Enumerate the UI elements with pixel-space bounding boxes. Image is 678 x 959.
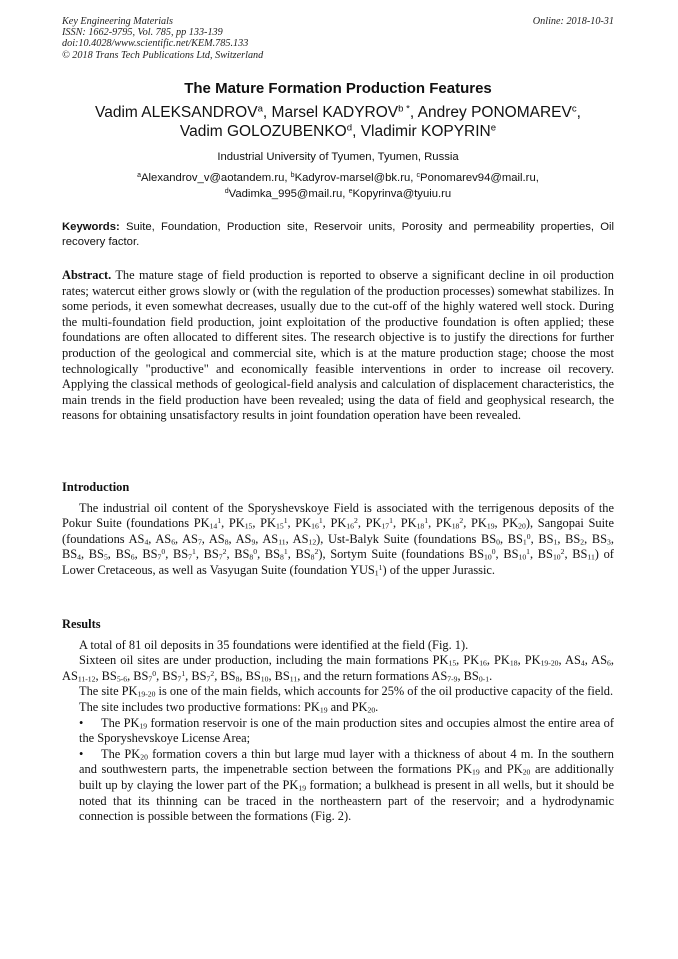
email-link[interactable]: Kadyrov-marsel@bk.ru bbox=[294, 172, 411, 184]
email-mark: d bbox=[224, 188, 229, 196]
affiliation: Industrial University of Tyumen, Tyumen, Russia bbox=[217, 151, 459, 163]
author-mark: e bbox=[490, 122, 497, 134]
keywords-label: Keywords: bbox=[62, 221, 120, 233]
bullet-item: • The $PK_{20}$ formation covers a thin but large mud layer with a thickness of about 4 m. In the southern and southwestern parts, the impenetrable section between the formations $PK_{19}$ and $PK_{20}$ are additionally built up by claying the lower part of the $PK_{19}$ formation; a bulkhead is present in all wells, but it should be noted that its thinning can be traced in the northeastern part of the reservoir; and a hydrodynamic connection is possible between the formations (Fig. 2). bbox=[79, 746, 615, 824]
abstract-text: The mature stage of field production is reported to observe a significant decline in oil production rates; watercut either grows slowly or (with the regulation of the production processes) somewhat stabilizes. In some periods, it even somewhat decreases, usually due to the cut-off of the highly watered well stock. During the multi-foundation field production, joint exploitation of the productive foundation is often applied; these foundations are often allocated to different sites. The research objective is to justify the directions for further production of the geological and commercial site, which is at the mature production stage; choose the most technologically "productive" and economically feasible interventions in order to increase oil recovery. Applying the classical methods of geological-field analysis and calculation of displacement characteristics, the main trends in the field production have been revealed; using the data of field and geophysical research, the reasons for obtaining unsatisfactory results in joint foundation operation have been revealed. bbox=[62, 268, 614, 423]
results-text: The site includes two productive formations: PK bbox=[79, 699, 320, 714]
author-mark: d bbox=[346, 122, 353, 134]
author-name: Vladimir KOPYRIN bbox=[360, 123, 491, 140]
email-mark: c bbox=[416, 172, 421, 180]
journal-doi: doi:10.4028/www.scientific.net/KEM.785.133 bbox=[62, 38, 249, 50]
email-link[interactable]: Alexandrov_v@aotandem.ru bbox=[141, 172, 285, 184]
results-paragraph: A total of 81 oil deposits in 35 foundations were identified at the field (Fig. 1). bbox=[79, 637, 469, 652]
journal-issn: ISSN: 1662-9795, Vol. 785, pp 133-139 bbox=[62, 27, 223, 39]
email-link[interactable]: Vadimka_995@mail.ru bbox=[228, 188, 343, 200]
author-mark: c bbox=[571, 103, 577, 115]
bullet-text: The PK bbox=[101, 746, 141, 761]
abstract-label: Abstract. bbox=[62, 268, 112, 282]
results-paragraph: The site $PK_{19-20}$ is one of the main fields, which accounts for 25% of the oil productive capacity of the field. bbox=[79, 684, 614, 699]
email-list: $^a$Alexandrov_v@aotandem.ru, $^b$Kadyrov-marsel@bk.ru, $^c$Ponomarev94@mail.ru, $^d$Vadimka_995@mail.ru, $^e$Kopyrinva@tyuiu.ru bbox=[137, 172, 539, 200]
paper-title: The Mature Formation Production Features bbox=[184, 80, 492, 97]
results-heading: Results bbox=[62, 617, 101, 631]
email-mark: b bbox=[290, 172, 295, 180]
author-name: Andrey PONOMAREV bbox=[417, 104, 572, 121]
abstract bbox=[62, 268, 614, 424]
email-link[interactable]: Ponomarev94@mail.ru bbox=[420, 172, 536, 184]
author-name: Marsel KADYROV bbox=[271, 104, 399, 121]
introduction-heading: Introduction bbox=[62, 480, 130, 494]
bullet-item: • The $PK_{19}$ formation reservoir is one of the main production sites and occupies almost the entire area of the Sporyshevskoye License Area; bbox=[79, 715, 614, 746]
email-mark: a bbox=[137, 172, 142, 180]
author-name: Vadim ALEKSANDROV bbox=[95, 104, 258, 121]
author-mark: a bbox=[257, 103, 263, 115]
bullet-text: formation reservoir is one of the main production sites and occupies almost the entire area of the Sporyshevskoye License Area; bbox=[79, 715, 614, 746]
author-mark: b * bbox=[398, 103, 410, 115]
journal-header bbox=[62, 16, 614, 61]
bullet-text: formation covers a thin but large mud layer with a thickness of about 4 m. In the southern and southwestern parts, the impenetrable section between the formations PK bbox=[79, 746, 615, 777]
introduction-section bbox=[62, 480, 614, 579]
email-mark: e bbox=[348, 188, 353, 196]
author-name: Vadim GOLOZUBENKO bbox=[179, 123, 347, 140]
results-section bbox=[62, 617, 614, 825]
introduction-paragraph: The industrial oil content of the Sporyshevskoye Field is associated with the terrigenous deposits of the Pokur Suite (foundations $PK_{14}^1$, $PK_{15}$, $PK_{15}^1$, $PK_{16}^1$, $PK_{16}^2$, $PK_{17}^1$, $PK_{18}^1$, $PK_{18}^2$, $PK_{19}$, $PK_{20}$), Sangopai Suite (foundations $AS_4$, $AS_6$, $AS_7$, $AS_8$, $AS_9$, $AS_{11}$, $AS_{12}$), Ust-Balyk Suite (foundations $BS_0$, $BS_1^0$, $BS_1$, $BS_2$, $BS_3$, $BS_4$, $BS_5$, $BS_6$, $BS_7^0$, $BS_7^1$, $BS_7^2$, $BS_8^0$, $BS_8^1$, $BS_8^2$), Sortym Suite (foundations $BS_{10}^0$, $BS_{10}^1$, $BS_{10}^2$, $BS_{11}$) of Lower Cretaceous, as well as Vasyugan Suite (foundation $YUS_1^1$) of the upper Jurassic. bbox=[62, 500, 614, 578]
results-paragraph: Sixteen oil sites are under production, including the main formations $PK_{15}$, $PK_{16}$, $PK_{18}$, $PK_{19-20}$, $AS_4$, $AS_6$, $AS_{11-12}$, $BS_{5-6}$, $BS_7^0$, $BS_7^1$, $BS_7^2$, $BS_8$, $BS_{10}$, $BS_{11}$, and the return formations $AS_{7-9}$, $BS_{0-1}$. bbox=[62, 653, 614, 684]
keywords-text: Suite, Foundation, Production site, Reservoir units, Porosity and permeability properties, Oil recovery factor. bbox=[62, 221, 614, 248]
online-date: Online: 2018-10-31 bbox=[532, 16, 614, 27]
author-list: Vadim ALEKSANDROV$^a$, Marsel $KADYROV^{b *}$, Andrey PONOMAREV$^c$, Vadim GOLOZUBENKO$^d$, Vladimir KOPYRIN$^e$ bbox=[95, 103, 581, 140]
keywords bbox=[62, 220, 614, 250]
email-link[interactable]: Kopyrinva@tyuiu.ru bbox=[352, 188, 452, 200]
bullet-text: are additionally built up by claying the lower part of the PK bbox=[79, 762, 614, 792]
results-paragraph: The site includes two productive formations: $PK_{19}$ and $PK_{20}$. bbox=[79, 699, 379, 715]
bullet-text: formation; a bulkhead is present in all wells, but it should be noted that its thinning can be traced in the northeastern part of the reservoir; and a hydrodynamic connection is possible between the formations (Fig. 2). bbox=[79, 777, 614, 824]
journal-copyright: © 2018 Trans Tech Publications Ltd, Switzerland bbox=[62, 49, 264, 61]
results-text: is one of the main fields, which accounts for 25% of the oil productive capacity of the field. bbox=[158, 684, 614, 699]
journal-name: Key Engineering Materials bbox=[62, 16, 173, 27]
